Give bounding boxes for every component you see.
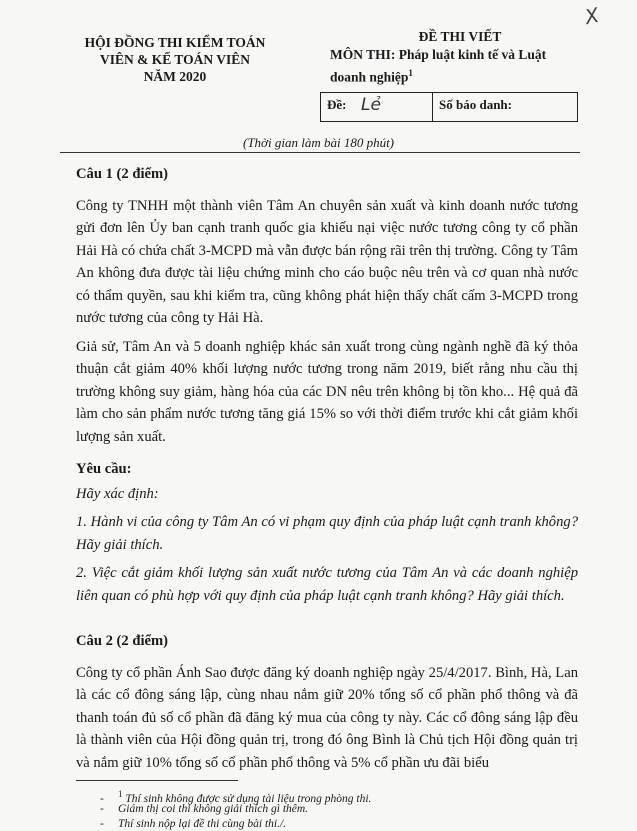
exam-info-box xyxy=(320,92,578,122)
exam-version-handwritten: Lẻ xyxy=(361,95,381,115)
footnote-ref: 1 xyxy=(408,68,413,78)
footnote-2-dash: - xyxy=(100,803,104,815)
candidate-number-label: Số báo danh: xyxy=(439,97,512,112)
candidate-number-cell xyxy=(433,93,577,121)
question-1 xyxy=(76,163,578,607)
footnote-1-number: 1 xyxy=(118,789,123,799)
question-2-paragraph-1: Công ty cổ phần Ánh Sao được đăng ký doanh nghiệp ngày 25/4/2017. Bình, Hà, Lan là các cổ đông sáng lập, cùng nhau nắm giữ 20% tổng số cổ phần phổ thông và đã thanh toán đủ số cổ phần đã đăng ký mua của công ty này. Các cổ đông sáng lập đều là thành viên của Hội đồng quản trị, trong đó ông Bình là Chủ tịch Hội đồng quản trị và nắm giữ 10% tổng số cổ phần phổ thông và 5% cổ phần ưu đãi biểu xyxy=(76,664,578,771)
exam-version-label: Đề: xyxy=(327,97,347,112)
requirements-intro: Hãy xác định: xyxy=(76,485,159,502)
requirements-label: Yêu cầu: xyxy=(76,461,132,477)
header-divider xyxy=(60,152,580,153)
exam-heading xyxy=(330,28,590,87)
subject-line-1: MÔN THI: Pháp luật kinh tế và Luật xyxy=(330,47,547,62)
subject-line-2: doanh nghiệp xyxy=(330,69,409,85)
requirement-2: 2. Việc cắt giảm khối lượng sản xuất nước tương của Tâm An và các doanh nghiệp liên quan có phù hợp với quy định của pháp luật cạnh tranh không? Hãy giải thích. xyxy=(76,565,578,604)
exam-version-cell xyxy=(321,93,433,121)
council-line-1: HỘI ĐỒNG THI KIỂM TOÁN xyxy=(84,35,266,50)
requirement-1: 1. Hành vi của công ty Tâm An có vi phạm quy định của pháp luật cạnh tranh không? Hãy giải thích. xyxy=(76,514,578,553)
council-line-3: NĂM 2020 xyxy=(143,69,207,84)
question-1-paragraph-2: Giả sử, Tâm An và 5 doanh nghiệp khác sản xuất trong cùng ngành nghề đã ký thỏa thuận cắt giảm 40% khối lượng nước tương trong năm 2019, biết rằng nhu cầu thị trường không suy giảm, hàng hóa của các DN nêu trên không bị tồn kho... Hệ quả đã làm cho sản phẩm nước tương tăng giá 15% so với thời điểm trước khi cắt giảm khối lượng sản xuất. xyxy=(76,338,578,445)
exam-council xyxy=(60,34,290,85)
footnote-1-text: Thí sinh không được sử dụng tài liệu trong phòng thi. xyxy=(125,792,372,805)
footnote-3 xyxy=(100,817,286,831)
exam-type: ĐỀ THI VIẾT xyxy=(418,29,502,44)
footnote-divider xyxy=(76,780,238,781)
footnote-3-dash: - xyxy=(100,818,104,830)
footnote-2 xyxy=(100,802,308,816)
margin-handwritten-mark: X xyxy=(582,2,602,30)
council-line-2: VIÊN & KẾ TOÁN VIÊN xyxy=(99,52,251,67)
question-1-title: Câu 1 (2 điểm) xyxy=(76,166,169,182)
footnote-2-text: Giám thị coi thi không giải thích gì thêm. xyxy=(118,803,309,815)
footnote-3-text: Thí sinh nộp lại đề thi cùng bài thi./. xyxy=(118,818,287,830)
question-2 xyxy=(76,630,578,774)
footnote-1-dash: - xyxy=(100,792,104,805)
question-2-title: Câu 2 (2 điểm) xyxy=(76,633,169,649)
time-note: (Thời gian làm bài 180 phút) xyxy=(242,135,395,150)
question-1-paragraph-1: Công ty TNHH một thành viên Tâm An chuyên sản xuất và kinh doanh nước tương gửi đơn lên Ủy ban cạnh tranh quốc gia khiếu nại việc nước tương công ty cổ phần Hải Hà có chứa chất 3-MCPD mà vẫn được bán rộng rãi trên thị trường. Công ty Tâm An không đưa được tài liệu chứng minh cho cáo buộc nêu trên và cơ quan nhà nước có thẩm quyền, sau khi kiểm tra, cũng không phát hiện thấy chất cấm 3-MCPD trong nước tương của công ty Hải Hà. xyxy=(76,197,578,326)
